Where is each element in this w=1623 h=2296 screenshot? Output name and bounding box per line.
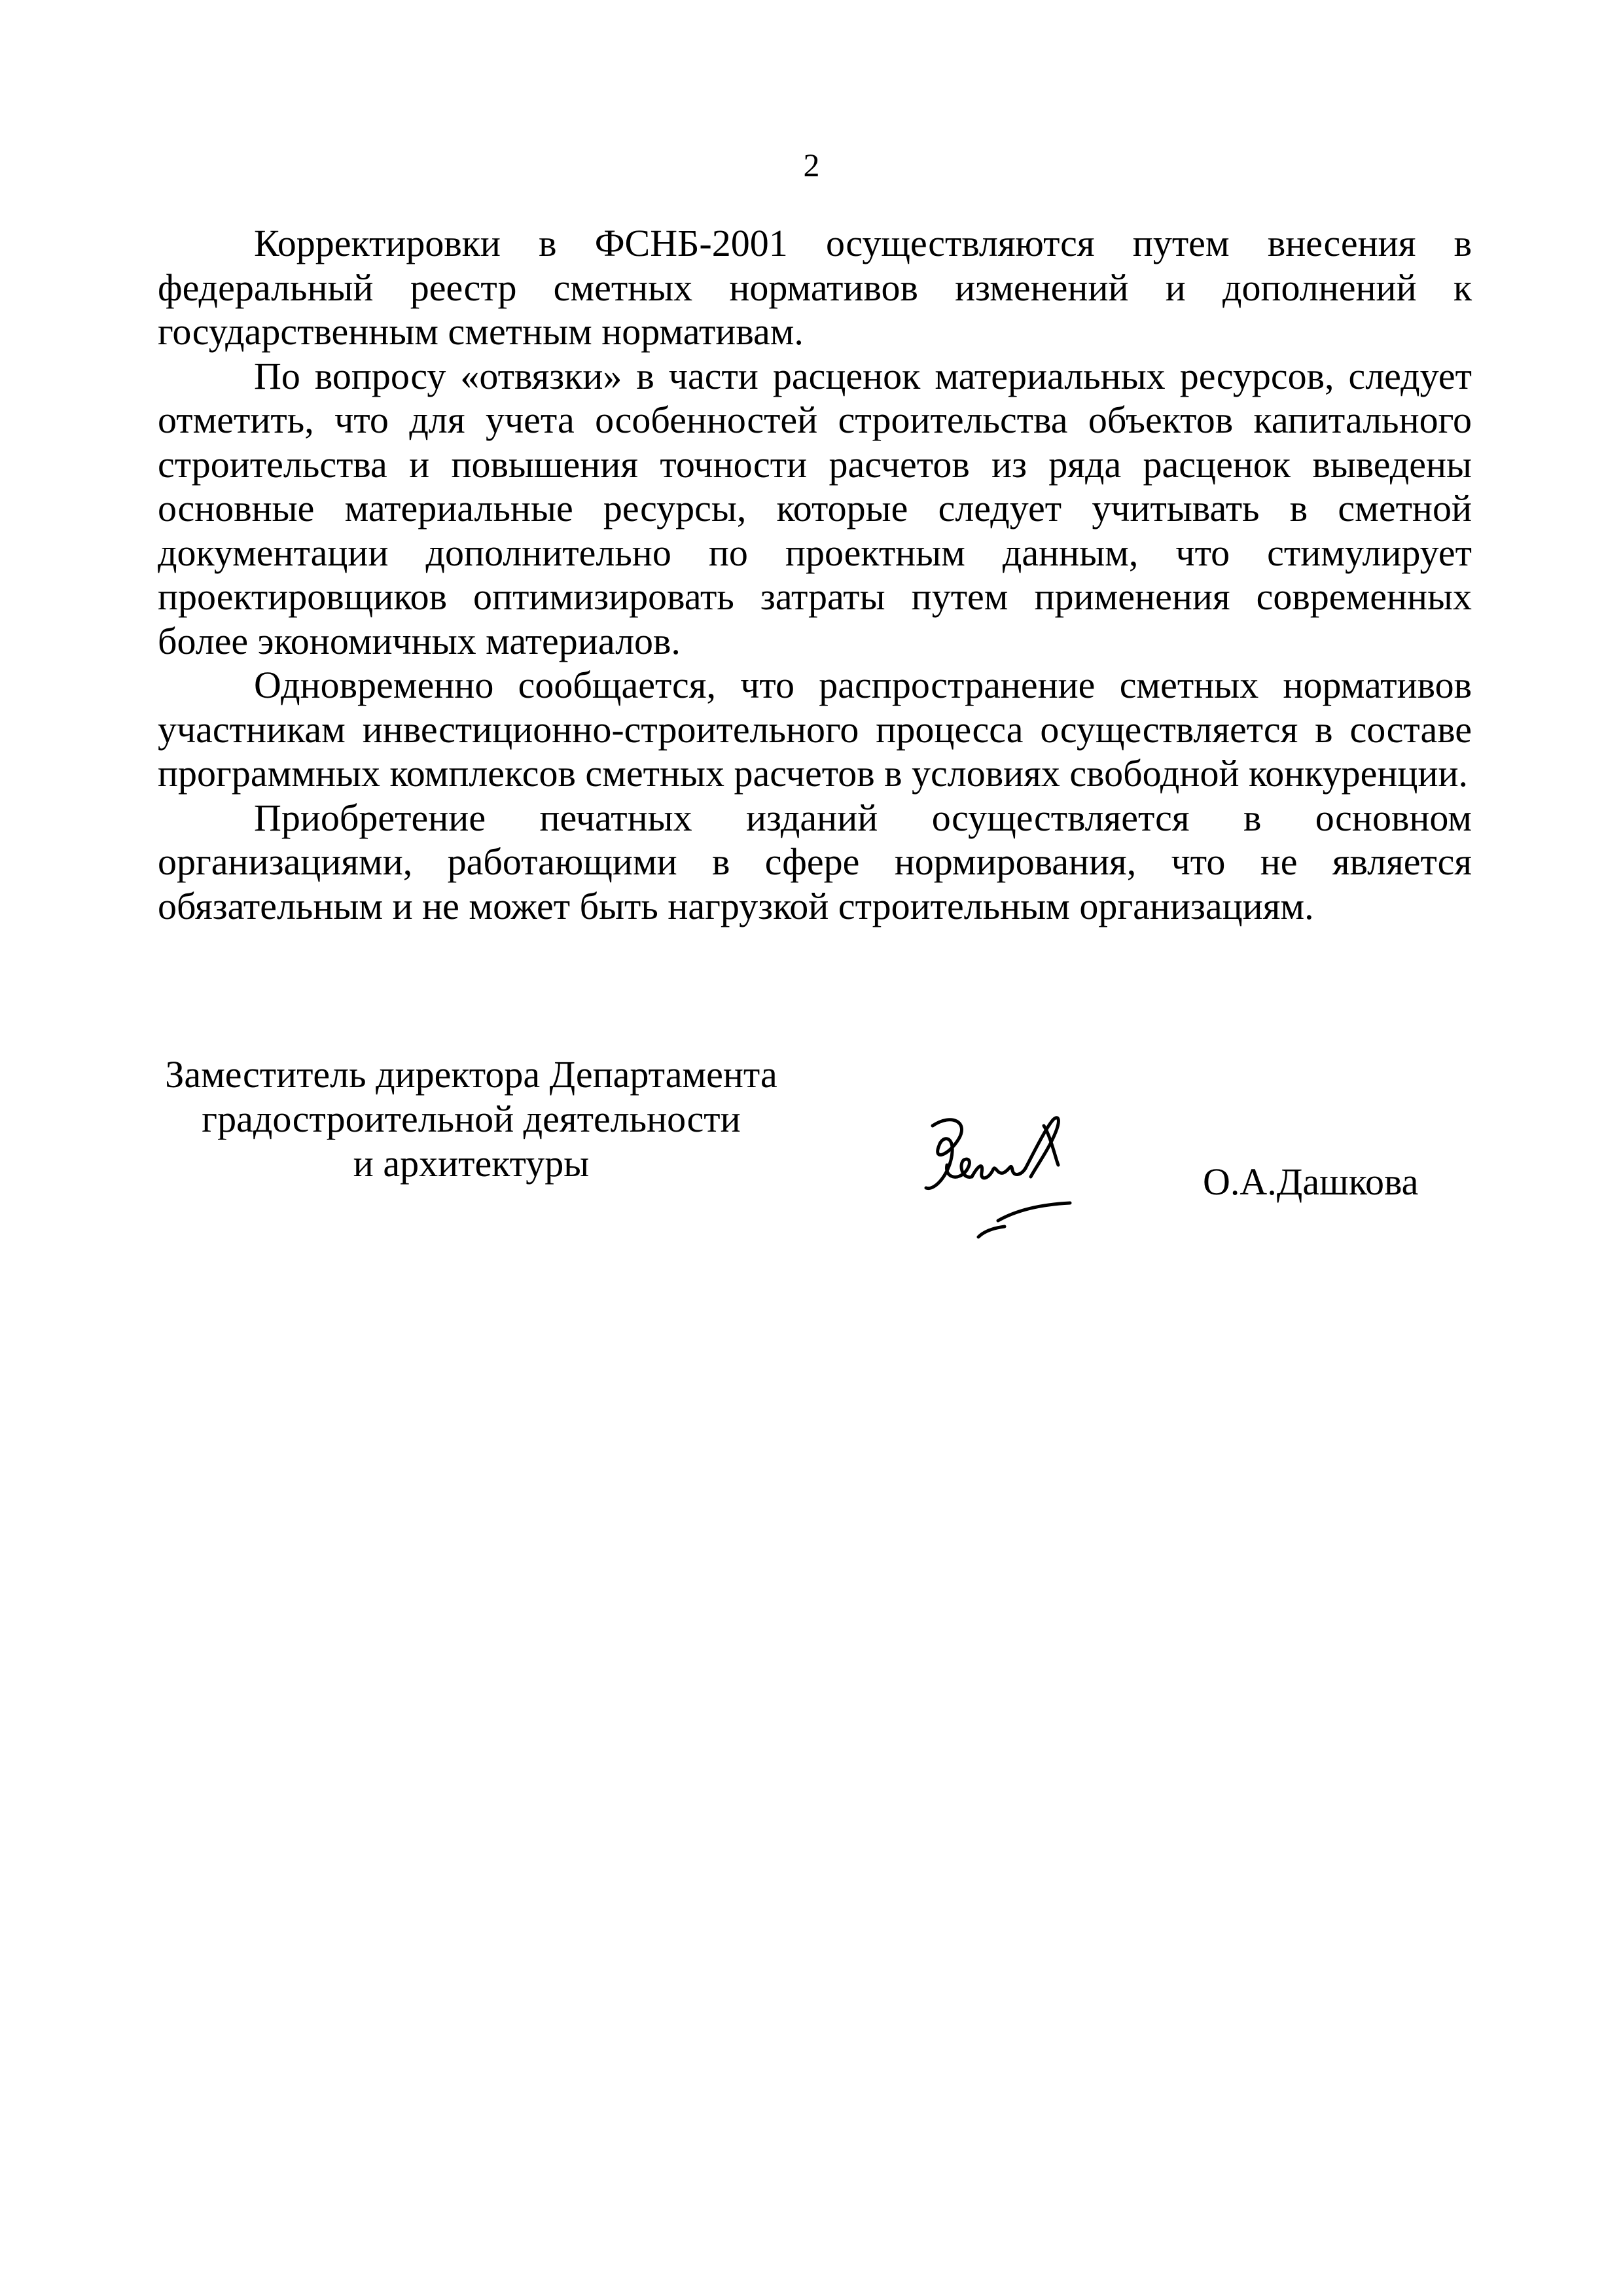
- paragraph-material-resources: По вопросу «отвязки» в части расценок материальных ресурсов, следует отметить, что для учета особенностей строительства объектов капитального строительства и повышения точности расчетов из ряда расценок выведены основные материальные ресурсы, которые следует учитывать в сметной документации дополнительно по проектным данным, что стимулирует проектировщиков оптимизировать затраты путем применения современных более экономичных материалов.: [158, 354, 1472, 662]
- position-line: Заместитель директора Департамента: [165, 1053, 777, 1096]
- paragraph-printed-editions: Приобретение печатных изданий осуществляется в основном организациями, работающими в сфере нормирования, что не является обязательным и не может быть нагрузкой строительным организациям.: [158, 796, 1472, 927]
- paragraph-distribution: Одновременно сообщается, что распространение сметных нормативов участникам инвестиционно-строительного процесса осуществляется в составе программных комплексов сметных расчетов в условиях свободной конкуренции.: [158, 664, 1472, 795]
- paragraph-corrections: Корректировки в ФСНБ-2001 осуществляются путем внесения в федеральный реестр сметных нормативов изменений и дополнений к государственным сметным нормативам.: [158, 222, 1472, 353]
- letter-body: [158, 221, 1472, 928]
- position-line: градостроительной деятельности: [202, 1098, 741, 1140]
- position-line: и архитектуры: [353, 1142, 590, 1185]
- handwritten-signature: [906, 1100, 1122, 1257]
- signatory-position: [131, 1052, 812, 1186]
- page-number: 2: [803, 147, 820, 183]
- signer-name: О.А.Дашкова: [1203, 1160, 1419, 1203]
